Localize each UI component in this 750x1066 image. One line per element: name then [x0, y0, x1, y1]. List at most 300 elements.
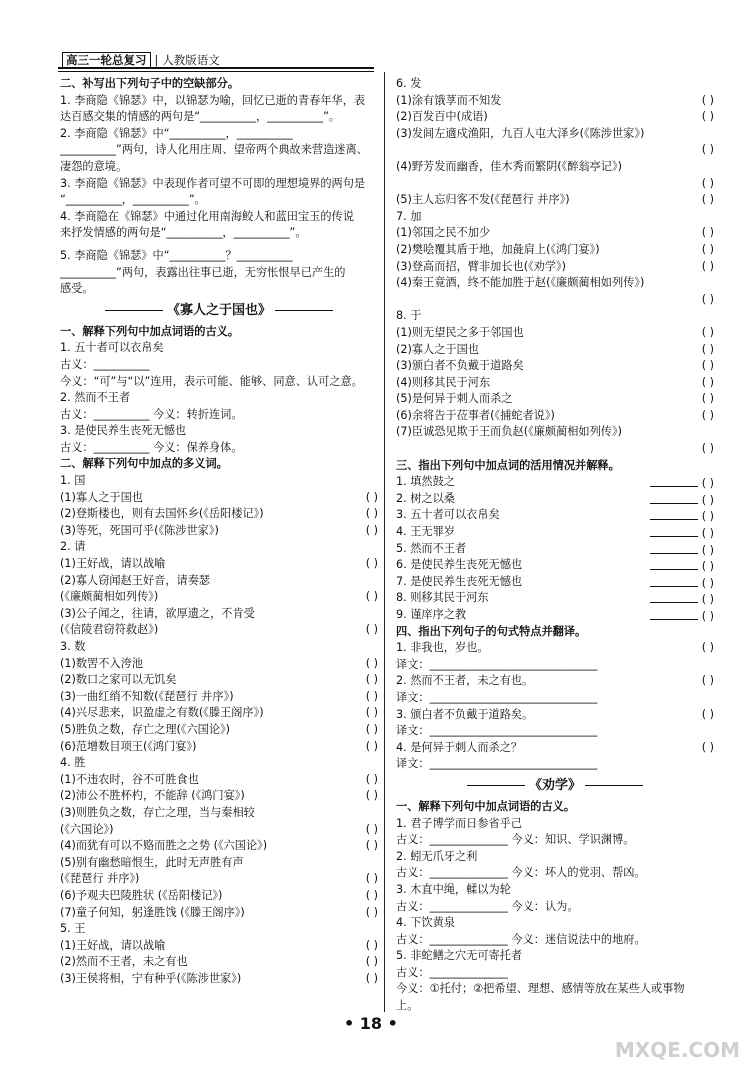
- answer-parentheses[interactable]: ( ): [365, 673, 378, 687]
- line-text: (5)是何异于刺人而杀之: [396, 392, 513, 406]
- line-text: (1)寡人之于国也: [60, 490, 143, 504]
- line-text: 一、解释下列句中加点词语的古义。: [60, 324, 240, 338]
- line-text: 来抒发情感的两句是“__________，__________”。: [60, 226, 307, 240]
- question-line: [60, 159, 378, 176]
- line-text: 达百感交集的情感的两句是“__________，__________”。: [60, 110, 341, 124]
- line-text: (2)寡人之于国也: [396, 342, 479, 356]
- answer-blank[interactable]: [650, 541, 698, 554]
- question-line: [396, 391, 714, 408]
- answer-blank[interactable]: [650, 557, 698, 570]
- question-line: [60, 109, 378, 126]
- question-line: [60, 606, 378, 623]
- question-line: [396, 849, 714, 866]
- line-text: 感受。: [60, 282, 94, 296]
- line-text: 9. 谨庠序之教: [396, 608, 467, 621]
- line-text: 1. 李商隐《锦瑟》中，以锦瑟为喻，回忆已逝的青春年华，表: [60, 93, 366, 107]
- line-text: 2. 然而不王者，未之有也。: [396, 674, 534, 688]
- line-text: 古义：__________ 今义：保养身体。: [60, 440, 243, 454]
- question-line: [396, 981, 714, 998]
- answer-group: [650, 557, 714, 574]
- question-line: [60, 407, 378, 424]
- line-text: (《琵琶行 并序》): [60, 872, 140, 886]
- question-line: [60, 871, 378, 888]
- line-text: 4. 胜: [60, 756, 86, 770]
- line-text: (1)不违农时，谷不可胜食也: [60, 772, 199, 786]
- question-line: [396, 965, 714, 982]
- line-text: (3)登高而招，臂非加长也(《劝学》): [396, 259, 567, 273]
- question-line: [396, 242, 714, 259]
- answer-parentheses[interactable]: ( ): [365, 689, 378, 703]
- question-line: [60, 490, 378, 507]
- answer-parentheses[interactable]: ( ): [701, 641, 714, 655]
- line-text: 1. 五十者可以衣帛矣: [60, 341, 164, 355]
- answer-parentheses[interactable]: ( ): [365, 590, 378, 604]
- line-text: (6)范增数目项王(《鸿门宴》): [60, 739, 197, 753]
- question-line: [396, 723, 714, 740]
- line-text: __________”两句，诗人化用庄周、望帝两个典故来营造迷离、: [60, 143, 368, 157]
- line-text: (《信陵君窃符救赵》): [60, 623, 159, 637]
- question-line: [396, 507, 714, 524]
- line-text: 古义：______________ 今义：知识、学识渊博。: [396, 833, 635, 847]
- question-line: [396, 948, 714, 965]
- answer-parentheses[interactable]: ( ): [701, 143, 714, 157]
- question-line: [396, 832, 714, 849]
- answer-parentheses[interactable]: ( ): [701, 392, 714, 406]
- question-line: [60, 938, 378, 955]
- line-text: 译文：______________________________: [396, 690, 598, 704]
- line-text: 今义：①托付；②把希望、理想、感情等放在某些人或事物: [396, 982, 685, 996]
- answer-parentheses[interactable]: ( ): [701, 576, 714, 590]
- line-text: 2. 然而不王者: [60, 391, 131, 405]
- question-line: [60, 656, 378, 673]
- question-line: [60, 192, 378, 209]
- answer-parentheses[interactable]: ( ): [365, 557, 378, 571]
- question-line: [60, 473, 378, 490]
- line-text: 8. 于: [396, 309, 422, 323]
- answer-blank[interactable]: [650, 524, 698, 537]
- answer-parentheses[interactable]: ( ): [701, 176, 714, 190]
- question-line: [396, 899, 714, 916]
- question-line: [60, 689, 378, 706]
- line-text: (1)数罟不入洿池: [60, 656, 143, 670]
- question-line: [60, 423, 378, 440]
- line-text: (2)樊哙覆其盾于地，加彘肩上(《鸿门宴》): [396, 242, 600, 256]
- line-text: 3. 颁白者不负戴于道路矣。: [396, 707, 534, 721]
- answer-parentheses[interactable]: ( ): [365, 955, 378, 969]
- line-text: (3)颁白者不负戴于道路矣: [396, 359, 524, 373]
- title-text: 《劝学》: [528, 777, 581, 793]
- question-line: [396, 657, 714, 674]
- line-text: (5)胜负之数，存亡之理(《六国论》): [60, 722, 231, 736]
- question-line: [60, 722, 378, 739]
- section-title: [396, 778, 714, 796]
- question-line: [60, 281, 378, 298]
- answer-parentheses[interactable]: ( ): [365, 507, 378, 521]
- answer-parentheses[interactable]: ( ): [701, 493, 714, 507]
- question-line: [396, 325, 714, 342]
- line-text: (4)而犹有可以不赂而胜之之势 (《六国论》): [60, 839, 268, 853]
- question-line: [396, 816, 714, 833]
- question-line: [60, 126, 378, 143]
- question-line: [60, 265, 378, 282]
- line-text: 四、指出下列句子的句式特点并翻译。: [396, 624, 587, 638]
- line-text: (4)野芳发而幽香，佳木秀而繁阴(《醉翁亭记》): [396, 159, 622, 173]
- title-rule-right: [275, 310, 333, 311]
- line-text: (3)发闾左適戍渔阳，九百人屯大泽乡(《陈涉世家》): [396, 126, 645, 140]
- line-text: 今义：“可”与“以”连用，表示可能、能够、同意、认可之意。: [60, 374, 363, 388]
- header-rule-thin: [58, 71, 374, 72]
- answer-parentheses[interactable]: ( ): [365, 888, 378, 902]
- answer-parentheses[interactable]: ( ): [701, 359, 714, 373]
- question-line: [396, 259, 714, 276]
- line-text: 5. 王: [60, 922, 86, 936]
- answer-parentheses[interactable]: ( ): [365, 971, 378, 985]
- line-text: (2)百发百中(成语): [396, 110, 488, 124]
- answer-parentheses[interactable]: ( ): [365, 523, 378, 537]
- line-text: 凄怨的意境。: [60, 159, 128, 173]
- line-text: 4. 李商隐在《锦瑟》中通过化用南海鲛人和蓝田宝玉的传说: [60, 209, 354, 223]
- question-line: [396, 915, 714, 932]
- question-line: [60, 176, 378, 193]
- question-line: [60, 755, 378, 772]
- answer-parentheses[interactable]: ( ): [701, 93, 714, 107]
- question-line: [60, 589, 378, 606]
- question-line: [396, 673, 714, 690]
- question-line: [60, 390, 378, 407]
- question-line: [60, 622, 378, 639]
- question-line: [396, 126, 714, 143]
- answer-parentheses[interactable]: ( ): [365, 490, 378, 504]
- question-line: [60, 822, 378, 839]
- line-text: (2)沛公不胜杯杓，不能辞 (《鸿门宴》): [60, 789, 245, 803]
- question-line: [396, 607, 714, 624]
- answer-parentheses[interactable]: ( ): [365, 905, 378, 919]
- answer-parentheses[interactable]: ( ): [701, 740, 714, 754]
- line-text: 3. 木直中绳，輮以为轮: [396, 882, 511, 896]
- section-heading: [60, 76, 378, 93]
- question-line: [396, 192, 714, 209]
- line-text: (7)臣诚恐见欺于王而负赵(《廉颇蔺相如列传》): [396, 425, 622, 439]
- line-text: (1)王好战，请以战喻: [60, 557, 166, 571]
- question-line: [396, 308, 714, 325]
- line-text: 译文：______________________________: [396, 757, 598, 771]
- line-text: 2. 请: [60, 540, 86, 554]
- question-line: [60, 142, 378, 159]
- line-text: 1. 填然鼓之: [396, 475, 455, 489]
- question-line: [396, 109, 714, 126]
- question-line: [396, 159, 714, 176]
- question-line: [60, 539, 378, 556]
- line-text: 三、指出下列句中加点词的活用情况并解释。: [396, 458, 620, 472]
- question-line: [60, 248, 378, 265]
- question-line: [396, 491, 714, 508]
- answer-parentheses[interactable]: ( ): [701, 193, 714, 207]
- answer-blank[interactable]: [650, 574, 698, 587]
- answer-blank[interactable]: [650, 607, 698, 620]
- answer-parentheses[interactable]: ( ): [701, 292, 714, 306]
- question-line: [396, 292, 714, 309]
- line-text: 一、解释下列句中加点词语的古义。: [396, 799, 576, 813]
- question-line: [60, 506, 378, 523]
- question-line: [396, 865, 714, 882]
- line-text: 2. 树之以桑: [396, 491, 455, 505]
- question-line: [60, 855, 378, 872]
- line-text: 2. 蚓无爪牙之利: [396, 849, 478, 863]
- question-line: [60, 440, 378, 457]
- question-line: [396, 209, 714, 226]
- answer-group: [650, 590, 714, 607]
- line-text: 3. 李商隐《锦瑟》中表现作者可望不可即的理想境界的两句是: [60, 176, 366, 190]
- answer-parentheses[interactable]: ( ): [701, 442, 714, 456]
- answer-group: [650, 491, 714, 508]
- question-line: [60, 357, 378, 374]
- question-line: [60, 888, 378, 905]
- answer-parentheses[interactable]: ( ): [365, 722, 378, 736]
- line-text: 古义：__________: [60, 357, 150, 371]
- line-text: 1. 非我也，岁也。: [396, 641, 489, 655]
- line-text: (3)公子闻之，往请，欲厚遗之，不肯受: [60, 606, 255, 620]
- line-text: (2)寡人窃闻赵王好音，请奏瑟: [60, 573, 211, 587]
- line-text: 3. 五十者可以衣帛矣: [396, 508, 500, 522]
- line-text: (3)一曲红绡不知数(《琵琶行 并序》): [60, 689, 234, 703]
- line-text: 古义：__________ 今义：转折连词。: [60, 407, 243, 421]
- question-line: [396, 590, 714, 607]
- question-line: [60, 788, 378, 805]
- section-heading: [396, 799, 714, 816]
- question-line: [60, 225, 378, 242]
- line-text: (1)则无望民之多于邻国也: [396, 325, 524, 339]
- question-line: [60, 954, 378, 971]
- section-heading: [396, 624, 714, 641]
- answer-blank[interactable]: [650, 491, 698, 504]
- question-line: [396, 441, 714, 458]
- answer-parentheses[interactable]: ( ): [701, 375, 714, 389]
- title-rule-left: [105, 310, 163, 311]
- line-text: (5)主人忘归客不发(《琵琶行 并序》): [396, 193, 570, 207]
- line-text: (2)数口之家可以无饥矣: [60, 673, 177, 687]
- answer-parentheses[interactable]: ( ): [701, 408, 714, 422]
- answer-parentheses[interactable]: ( ): [365, 938, 378, 952]
- answer-parentheses[interactable]: ( ): [701, 342, 714, 356]
- line-text: (4)则移其民于河东: [396, 375, 491, 389]
- answer-parentheses[interactable]: ( ): [701, 543, 714, 557]
- line-text: (《六国论》): [60, 822, 114, 836]
- left-column: [60, 76, 378, 987]
- question-line: [396, 740, 714, 757]
- answer-parentheses[interactable]: ( ): [365, 706, 378, 720]
- line-text: (1)邻国之民不加少: [396, 226, 491, 240]
- line-text: “__________，__________”。: [60, 193, 206, 207]
- question-line: [60, 340, 378, 357]
- section-title: [60, 303, 378, 321]
- question-line: [396, 932, 714, 949]
- title-rule-left: [467, 785, 525, 786]
- answer-parentheses[interactable]: ( ): [365, 872, 378, 886]
- question-line: [60, 556, 378, 573]
- question-line: [396, 541, 714, 558]
- answer-parentheses[interactable]: ( ): [701, 242, 714, 256]
- title-text: 《寡人之于国也》: [166, 302, 271, 318]
- answer-parentheses[interactable]: ( ): [701, 674, 714, 688]
- line-text: (3)等死，死国可乎(《陈涉世家》): [60, 523, 219, 537]
- line-text: (6)予观夫巴陵胜状 (《岳阳楼记》): [60, 888, 223, 902]
- line-text: 3. 数: [60, 640, 86, 653]
- answer-parentheses[interactable]: ( ): [701, 707, 714, 721]
- line-text: (1)涂有饿莩而不知发: [396, 93, 502, 107]
- question-line: [396, 998, 714, 1015]
- answer-parentheses[interactable]: ( ): [701, 560, 714, 574]
- section-heading: [396, 458, 714, 475]
- edition-label: 人教版语文: [162, 53, 220, 67]
- right-column: [396, 76, 714, 1015]
- question-line: [60, 805, 378, 822]
- line-text: 译文：______________________________: [396, 657, 598, 671]
- page-number: • 18 •: [344, 1014, 398, 1033]
- answer-blank[interactable]: [650, 590, 698, 603]
- line-text: 4. 下饮黄泉: [396, 916, 455, 930]
- question-line: [396, 557, 714, 574]
- question-line: [396, 524, 714, 541]
- answer-parentheses[interactable]: ( ): [701, 259, 714, 273]
- line-text: 1. 国: [60, 474, 86, 488]
- line-text: (6)余将告于莅事者(《捕蛇者说》): [396, 408, 555, 422]
- answer-blank[interactable]: [650, 507, 698, 520]
- question-line: [60, 772, 378, 789]
- question-line: [60, 573, 378, 590]
- line-text: 古义：______________: [396, 965, 508, 979]
- answer-parentheses[interactable]: ( ): [365, 772, 378, 786]
- line-text: 7. 加: [396, 209, 422, 223]
- question-line: [60, 672, 378, 689]
- line-text: 3. 是使民养生丧死无憾也: [60, 424, 187, 438]
- question-line: [396, 76, 714, 93]
- line-text: (4)兴尽悲来，识盈虚之有数(《滕王阁序》): [60, 706, 264, 720]
- line-text: 6. 发: [396, 77, 422, 90]
- header: [62, 52, 220, 68]
- line-text: (《廉颇蔺相如列传》): [60, 590, 159, 604]
- question-line: [396, 474, 714, 491]
- answer-group: [650, 474, 714, 491]
- answer-parentheses[interactable]: ( ): [701, 477, 714, 491]
- line-text: (4)秦王竟酒，终不能加胜于赵(《廉颇蔺相如列传》): [396, 276, 645, 290]
- line-text: 1. 君子博学而日参省乎己: [396, 816, 523, 830]
- question-line: [396, 342, 714, 359]
- question-line: [60, 374, 378, 391]
- line-text: 4. 是何异于刺人而杀之？: [396, 740, 523, 754]
- line-text: 4. 王无罪岁: [396, 525, 455, 539]
- question-line: [396, 225, 714, 242]
- answer-parentheses[interactable]: ( ): [701, 510, 714, 524]
- line-text: 5. 李商隐《锦瑟》中“__________？__________: [60, 248, 293, 262]
- answer-parentheses[interactable]: ( ): [701, 610, 714, 623]
- line-text: (2)然而不王者，未之有也: [60, 955, 188, 969]
- line-text: (7)童子何知，躬逢胜饯 (《滕王阁序》): [60, 905, 245, 919]
- question-line: [396, 275, 714, 292]
- question-line: [396, 93, 714, 110]
- question-line: [396, 574, 714, 591]
- question-line: [60, 523, 378, 540]
- question-line: [396, 707, 714, 724]
- answer-group: [650, 574, 714, 591]
- answer-parentheses[interactable]: ( ): [365, 739, 378, 753]
- question-line: [396, 640, 714, 657]
- answer-parentheses[interactable]: ( ): [365, 656, 378, 670]
- line-text: 7. 是使民养生丧死无憾也: [396, 574, 523, 588]
- answer-parentheses[interactable]: ( ): [701, 226, 714, 240]
- question-line: [396, 142, 714, 159]
- answer-group: [650, 607, 714, 624]
- line-text: __________”两句，表露出往事已逝，无穷怅恨早已产生的: [60, 265, 346, 279]
- line-text: 古义：______________ 今义：认为。: [396, 899, 579, 913]
- line-text: 古义：______________ 今义：迷信说法中的地府。: [396, 932, 646, 946]
- question-line: [396, 424, 714, 441]
- question-line: [60, 739, 378, 756]
- question-line: [60, 93, 378, 110]
- section-heading: [60, 456, 378, 473]
- answer-parentheses[interactable]: ( ): [701, 527, 714, 541]
- series-title: 高三一轮总复习: [62, 52, 151, 68]
- header-divider: |: [154, 54, 159, 67]
- title-rule-right: [585, 785, 643, 786]
- line-text: 6. 是使民养生丧死无憾也: [396, 558, 523, 572]
- section-heading: [60, 324, 378, 341]
- question-line: [60, 209, 378, 226]
- question-line: [60, 971, 378, 988]
- answer-parentheses[interactable]: ( ): [701, 325, 714, 339]
- answer-group: [650, 541, 714, 558]
- line-text: 2. 李商隐《锦瑟》中“__________，__________: [60, 126, 293, 140]
- question-line: [396, 408, 714, 425]
- line-text: 8. 则移其民于河东: [396, 591, 489, 605]
- line-text: 上。: [396, 999, 419, 1013]
- answer-parentheses[interactable]: ( ): [701, 593, 714, 607]
- question-line: [396, 358, 714, 375]
- question-line: [60, 705, 378, 722]
- answer-parentheses[interactable]: ( ): [701, 110, 714, 124]
- line-text: (5)别有幽愁暗恨生，此时无声胜有声: [60, 855, 244, 869]
- question-line: [60, 639, 378, 656]
- answer-parentheses[interactable]: ( ): [365, 789, 378, 803]
- question-line: [60, 905, 378, 922]
- header-rule: [58, 67, 374, 69]
- line-text: (2)登斯楼也，则有去国怀乡(《岳阳楼记》): [60, 507, 264, 521]
- line-text: 二、解释下列句中加点的多义词。: [60, 457, 228, 471]
- answer-parentheses[interactable]: ( ): [365, 839, 378, 853]
- answer-group: [650, 524, 714, 541]
- question-line: [396, 756, 714, 773]
- answer-group: [650, 507, 714, 524]
- line-text: (3)则胜负之数，存亡之理，当与秦相较: [60, 805, 255, 819]
- question-line: [396, 882, 714, 899]
- question-line: [60, 921, 378, 938]
- question-line: [60, 838, 378, 855]
- line-text: 二、补写出下列句子中的空缺部分。: [60, 77, 240, 90]
- line-text: 5. 非蛇鳝之穴无可寄托者: [396, 949, 523, 963]
- answer-parentheses[interactable]: ( ): [365, 623, 378, 637]
- line-text: 古义：______________ 今义：坏人的党羽、帮凶。: [396, 866, 646, 880]
- line-text: 5. 然而不王者: [396, 541, 467, 555]
- answer-blank[interactable]: [650, 474, 698, 487]
- line-text: 译文：______________________________: [396, 724, 598, 738]
- question-line: [396, 375, 714, 392]
- question-line: [396, 690, 714, 707]
- line-text: (1)王好战，请以战喻: [60, 938, 166, 952]
- question-line: [396, 176, 714, 193]
- answer-parentheses[interactable]: ( ): [365, 822, 378, 836]
- watermark: MXQE.COM: [614, 1037, 740, 1062]
- column-divider: [384, 72, 385, 1012]
- line-text: (3)王侯将相，宁有种乎(《陈涉世家》): [60, 971, 242, 985]
